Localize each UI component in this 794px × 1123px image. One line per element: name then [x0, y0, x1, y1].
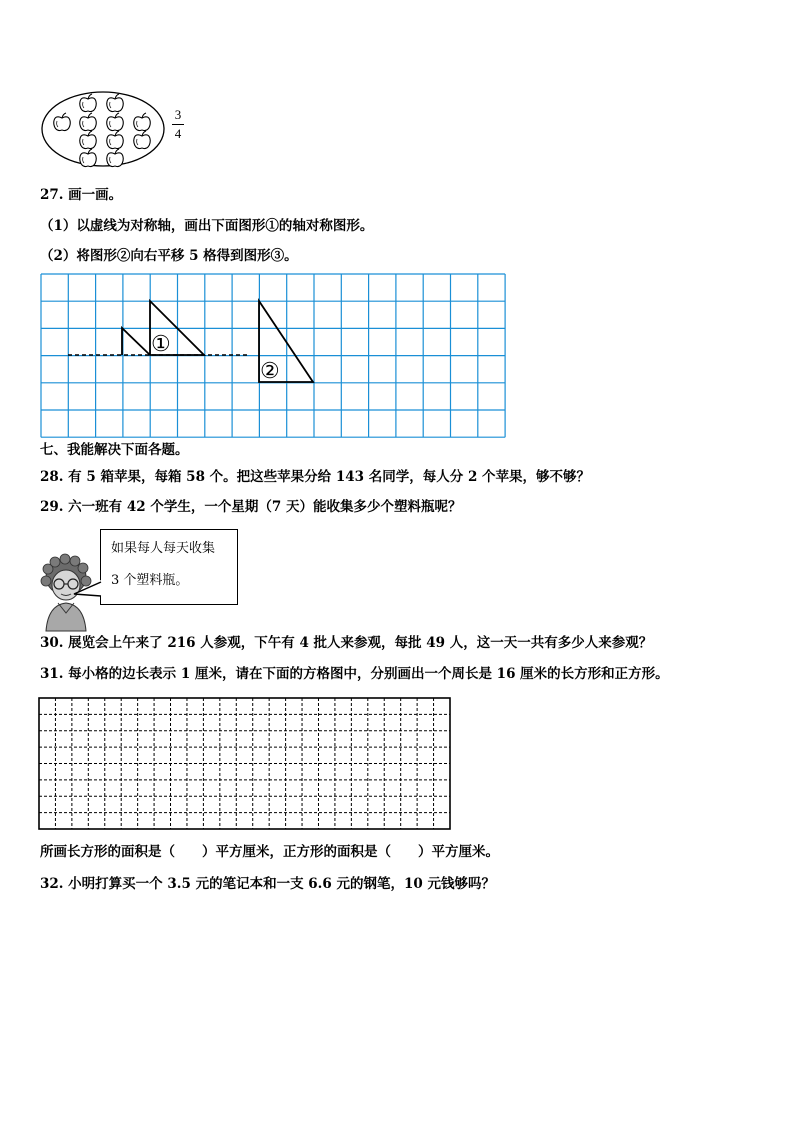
fraction-bar	[172, 124, 184, 125]
q27-blue-grid[interactable]	[40, 273, 506, 437]
q30-text: 30. 展览会上午来了 216 人参观，下午有 4 批人来参观，每批 49 人，这一天一共有多少人来参观？	[40, 635, 653, 651]
apple-icon	[107, 113, 123, 131]
q27-part1: （1）以虚线为对称轴，画出下面图形①的轴对称图形。	[40, 218, 374, 234]
speech-bubble-tail	[74, 580, 104, 604]
apple-icon	[107, 131, 123, 149]
shape1-label: ①	[151, 332, 171, 357]
apple-icon	[80, 113, 96, 131]
q32-text: 32. 小明打算买一个 3.5 元的笔记本和一支 6.6 元的钢笔，10 元钱够吗？	[40, 876, 495, 892]
apple-icon	[80, 94, 96, 112]
q27-title: 27. 画一画。	[40, 187, 123, 203]
shape2-label: ②	[260, 359, 280, 384]
apple-oval-svg	[40, 88, 180, 168]
apple-icon	[134, 113, 150, 131]
apple-icon	[80, 131, 96, 149]
bubble-line1: 如果每人每天收集	[111, 541, 216, 556]
q31-answer-line: 所画长方形的面积是（ ）平方厘米，正方形的面积是（ ）平方厘米。	[40, 844, 499, 860]
apple-group	[54, 94, 150, 167]
q27-part2: （2）将图形②向右平移 5 格得到图形③。	[40, 248, 298, 264]
q29-text: 29. 六一班有 42 个学生，一个星期（7 天）能收集多少个塑料瓶呢？	[40, 499, 462, 515]
apple-icon	[80, 149, 96, 167]
fraction-numerator: 3	[174, 107, 182, 122]
apple-icon	[107, 149, 123, 167]
apple-icon	[54, 113, 70, 131]
q28-text: 28. 有 5 箱苹果，每箱 58 个。把这些苹果分给 143 名同学，每人分 2 个苹果，够不够？	[40, 469, 591, 485]
bubble-line2: 3 个塑料瓶。	[111, 573, 189, 588]
speech-bubble	[100, 529, 238, 605]
apple-icon	[134, 131, 150, 149]
fraction-denominator: 4	[174, 126, 182, 141]
section7-title: 七、我能解决下面各题。	[40, 442, 189, 458]
q31-text: 31. 每小格的边长表示 1 厘米，请在下面的方格图中，分别画出一个周长是 16 厘米的长方形和正方形。	[40, 666, 669, 682]
q31-dashed-grid[interactable]	[38, 697, 452, 831]
apple-icon	[107, 94, 123, 112]
dashed-grid-lines	[39, 698, 450, 829]
